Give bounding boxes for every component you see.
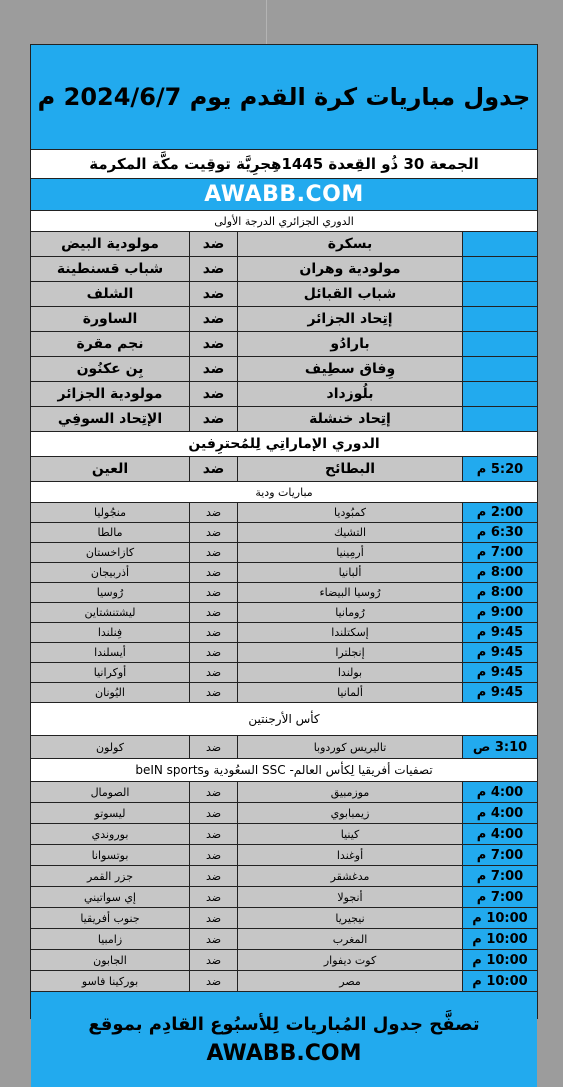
away-team: اليُونان: [95, 686, 125, 699]
away-team: الشلف: [86, 286, 134, 302]
algeria-match-list: [31, 232, 537, 432]
match-schedule-sheet: [30, 44, 538, 1066]
match-time: 7:00 م: [462, 543, 537, 562]
versus-label: ضد: [189, 523, 237, 542]
friendlies-match-list: [31, 503, 537, 703]
footer-text: تصفَّح جدول المُباريات لِلأسبُوع القادِم بموقع: [88, 1013, 480, 1035]
match-row: [31, 307, 537, 332]
match-time: 9:45 م: [462, 623, 537, 642]
match-row: [31, 950, 537, 971]
match-time: 2:00 م: [462, 503, 537, 522]
versus-label: ضد: [189, 824, 237, 844]
versus-label: ضد: [189, 457, 237, 481]
versus-label: ضد: [189, 623, 237, 642]
match-row: [31, 782, 537, 803]
match-row: [31, 282, 537, 307]
match-time: 8:00 م: [462, 563, 537, 582]
versus-label: ضد: [189, 232, 237, 256]
home-team: بلُوزداد: [237, 382, 462, 406]
match-time: [462, 282, 537, 306]
home-team: إتِحاد الجزائر: [237, 307, 462, 331]
away-team: نجم مقرة: [76, 336, 144, 352]
home-team: وِفاق سطِيف: [237, 357, 462, 381]
home-team: بسكرة: [237, 232, 462, 256]
away-team: جنوب أفريقيا: [80, 911, 140, 925]
home-team: شباب القبائل: [237, 282, 462, 306]
home-team: موزمبيق: [237, 782, 462, 802]
away-team: الصومال: [90, 785, 130, 799]
versus-label: ضد: [189, 643, 237, 662]
versus-label: ضد: [189, 382, 237, 406]
away-team: منجُوليا: [93, 506, 127, 519]
home-team: إتِحاد خنشلة: [237, 407, 462, 431]
versus-label: ضد: [189, 663, 237, 682]
match-row: [31, 583, 537, 603]
hijri-date-line: الجمعة 30 ذُو القِعدة 1445هِجرِيَّة توقِيت مكَّة المكرمة: [31, 150, 537, 179]
away-team: بِن عكنُون: [76, 361, 144, 377]
home-team: إنجلترا: [237, 643, 462, 662]
footer-site: AWABB.COM: [206, 1040, 362, 1066]
league-heading-friendlies: مباريات ودية: [31, 482, 537, 503]
home-team: زيمبابوي: [237, 803, 462, 823]
versus-label: ضد: [189, 887, 237, 907]
match-row: [31, 736, 537, 759]
match-row: [31, 824, 537, 845]
versus-label: ضد: [189, 908, 237, 928]
match-row: [31, 563, 537, 583]
match-row: [31, 971, 537, 992]
away-team: بوركينا فاسو: [81, 974, 139, 988]
match-row: [31, 382, 537, 407]
away-team: بوروندي: [91, 827, 129, 841]
away-team: فِنلندا: [97, 626, 123, 639]
match-row: [31, 357, 537, 382]
away-team: الإتِحاد السوفِي: [57, 411, 163, 427]
versus-label: ضد: [189, 257, 237, 281]
home-team: أنجولا: [237, 887, 462, 907]
match-time: 9:45 م: [462, 643, 537, 662]
page-title: جدول مباريات كرة القدم يوم 2024/6/7 م: [31, 45, 537, 150]
match-time: 3:10 ص: [462, 736, 537, 758]
match-time: 8:00 م: [462, 583, 537, 602]
home-team: كمبُوديا: [237, 503, 462, 522]
match-row: [31, 643, 537, 663]
versus-label: ضد: [189, 282, 237, 306]
away-team: بوتسوانا: [91, 848, 129, 862]
versus-label: ضد: [189, 950, 237, 970]
away-team: مولودية الجزائر: [57, 386, 163, 402]
match-row: [31, 866, 537, 887]
versus-label: ضد: [189, 683, 237, 702]
away-team: ليشتنشتاين: [84, 606, 136, 619]
away-team: شباب قسنطينة: [56, 261, 164, 277]
match-row: [31, 523, 537, 543]
match-time: 6:30 م: [462, 523, 537, 542]
match-time: [462, 257, 537, 281]
versus-label: ضد: [189, 307, 237, 331]
league-heading-wc-qualifiers: تصفيات أفريقيا لِكأس العالم- SSC السعُودية وbeIN sports: [31, 759, 537, 782]
home-team: مصر: [237, 971, 462, 991]
match-row: [31, 803, 537, 824]
match-time: 10:00 م: [462, 950, 537, 970]
versus-label: ضد: [189, 845, 237, 865]
home-team: مدغشقر: [237, 866, 462, 886]
home-team: تاليريس كوردوبا: [237, 736, 462, 758]
match-row: [31, 332, 537, 357]
match-row: [31, 887, 537, 908]
match-row: [31, 845, 537, 866]
league-heading-algeria: الدوري الجزائري الدرجة الأولى: [31, 211, 537, 232]
home-team: مولودية وهران: [237, 257, 462, 281]
footer-banner: [31, 992, 537, 1087]
versus-label: ضد: [189, 866, 237, 886]
match-row: [31, 457, 537, 482]
match-time: [462, 382, 537, 406]
versus-label: ضد: [189, 971, 237, 991]
match-time: 10:00 م: [462, 929, 537, 949]
match-row: [31, 929, 537, 950]
league-heading-argentina: كأس الأرجنتين: [31, 703, 537, 736]
versus-label: ضد: [189, 357, 237, 381]
away-team: الساورة: [82, 311, 138, 327]
match-row: [31, 232, 537, 257]
match-time: [462, 232, 537, 256]
versus-label: ضد: [189, 583, 237, 602]
argentina-match-list: [31, 736, 537, 759]
match-time: 9:45 م: [462, 683, 537, 702]
home-team: أوغندا: [237, 845, 462, 865]
home-team: أرمِينيا: [237, 543, 462, 562]
match-row: [31, 908, 537, 929]
home-team: نيجيريا: [237, 908, 462, 928]
versus-label: ضد: [189, 736, 237, 758]
home-team: رُومانيا: [237, 603, 462, 622]
versus-label: ضد: [189, 407, 237, 431]
home-team: ألمانيا: [237, 683, 462, 702]
home-team: التشيك: [237, 523, 462, 542]
match-row: [31, 407, 537, 432]
away-team: رُوسيا: [96, 586, 124, 599]
match-time: [462, 307, 537, 331]
versus-label: ضد: [189, 503, 237, 522]
home-team: إسكتلندا: [237, 623, 462, 642]
away-team: كازاخستان: [85, 546, 135, 559]
home-team: رُوسيا البيضاء: [237, 583, 462, 602]
away-team: مالطا: [97, 526, 123, 539]
home-team: ألبانيا: [237, 563, 462, 582]
match-time: 9:45 م: [462, 663, 537, 682]
match-time: 4:00 م: [462, 782, 537, 802]
match-time: 10:00 م: [462, 971, 537, 991]
match-row: [31, 257, 537, 282]
away-team: العين: [91, 461, 129, 477]
away-team: أيسلندا: [94, 646, 126, 659]
match-time: 5:20 م: [462, 457, 537, 481]
home-team: المغرب: [237, 929, 462, 949]
versus-label: ضد: [189, 563, 237, 582]
site-banner: AWABB.COM: [31, 179, 537, 211]
match-time: [462, 357, 537, 381]
match-row: [31, 543, 537, 563]
versus-label: ضد: [189, 332, 237, 356]
away-team: أذربيجان: [90, 566, 130, 579]
match-row: [31, 603, 537, 623]
away-team: إي سواتيني: [84, 890, 136, 904]
versus-label: ضد: [189, 929, 237, 949]
league-heading-uae: الدوري الإماراتِي لِلمُحترِفين: [31, 432, 537, 457]
match-row: [31, 623, 537, 643]
away-team: أوكرانيا: [93, 666, 127, 679]
versus-label: ضد: [189, 603, 237, 622]
away-team: جزر القمر: [86, 869, 134, 883]
home-team: بولندا: [237, 663, 462, 682]
match-time: 7:00 م: [462, 866, 537, 886]
versus-label: ضد: [189, 543, 237, 562]
uae-match-list: [31, 457, 537, 482]
home-team: كينيا: [237, 824, 462, 844]
match-row: [31, 503, 537, 523]
away-team: الجابون: [93, 953, 127, 967]
away-team: مولودية البيض: [61, 236, 159, 252]
match-row: [31, 683, 537, 703]
away-team: زامبيا: [97, 932, 123, 946]
match-time: 7:00 م: [462, 887, 537, 907]
match-time: 9:00 م: [462, 603, 537, 622]
match-time: [462, 332, 537, 356]
versus-label: ضد: [189, 803, 237, 823]
home-team: البطائح: [237, 457, 462, 481]
match-time: 4:00 م: [462, 803, 537, 823]
match-time: [462, 407, 537, 431]
versus-label: ضد: [189, 782, 237, 802]
match-row: [31, 663, 537, 683]
match-time: 7:00 م: [462, 845, 537, 865]
away-team: كولون: [95, 740, 125, 754]
wcq-match-list: [31, 782, 537, 992]
home-team: كوت ديفوار: [237, 950, 462, 970]
match-time: 4:00 م: [462, 824, 537, 844]
match-time: 10:00 م: [462, 908, 537, 928]
away-team: ليسوتو: [94, 806, 126, 820]
home-team: بارادُو: [237, 332, 462, 356]
